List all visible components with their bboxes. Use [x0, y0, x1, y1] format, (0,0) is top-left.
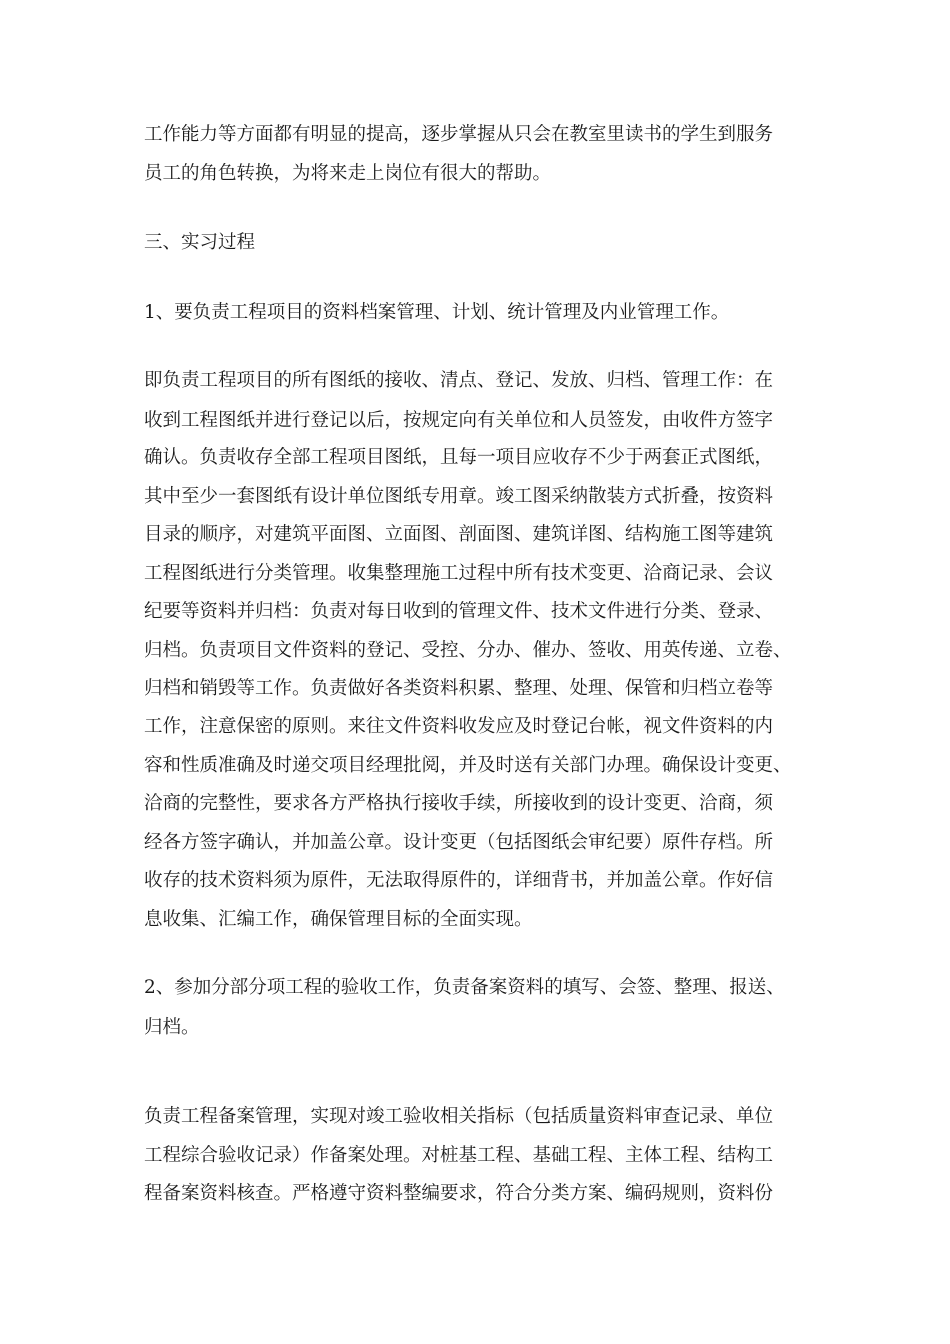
para-item-1-line-2: 收到工程图纸并进行登记以后，按规定向有关单位和人员签发，由收件方签字	[144, 410, 774, 431]
para-item-1-line-10: 工作，注意保密的原则。来往文件资料收发应及时登记台帐，视文件资料的内	[144, 716, 774, 737]
para-item-1-line-11: 容和性质准确及时递交项目经理批阅，并及时送有关部门办理。确保设计变更、	[144, 755, 792, 776]
para-item-1-line-1: 即负责工程项目的所有图纸的接收、清点、登记、发放、归档、管理工作：在	[144, 370, 774, 391]
item-1-heading: 1、要负责工程项目的资料档案管理、计划、统计管理及内业管理工作。	[144, 302, 730, 323]
para-item-2-line-1: 负责工程备案管理，实现对竣工验收相关指标（包括质量资料审查记录、单位	[144, 1106, 774, 1127]
section-heading-internship-process: 三、实习过程	[144, 232, 256, 253]
para-item-1-line-15: 息收集、汇编工作，确保管理目标的全面实现。	[144, 909, 533, 930]
para-item-2-line-2: 工程综合验收记录）作备案处理。对桩基工程、基础工程、主体工程、结构工	[144, 1145, 774, 1166]
para-item-1-line-3: 确认。负责收存全部工程项目图纸，且每一项目应收存不少于两套正式图纸，	[144, 447, 774, 468]
para-item-1-line-9: 归档和销毁等工作。负责做好各类资料积累、整理、处理、保管和归档立卷等	[144, 678, 774, 699]
para-intro-line-2: 员工的角色转换，为将来走上岗位有很大的帮助。	[144, 163, 552, 184]
para-item-2-line-3: 程备案资料核查。严格遵守资料整编要求，符合分类方案、编码规则，资料份	[144, 1183, 774, 1204]
item-2-heading-line-2: 归档。	[144, 1017, 200, 1038]
para-item-1-line-6: 工程图纸进行分类管理。收集整理施工过程中所有技术变更、洽商记录、会议	[144, 563, 774, 584]
para-item-1-line-5: 目录的顺序，对建筑平面图、立面图、剖面图、建筑详图、结构施工图等建筑	[144, 524, 774, 545]
para-item-1-line-14: 收存的技术资料须为原件，无法取得原件的，详细背书，并加盖公章。作好信	[144, 870, 774, 891]
para-item-1-line-8: 归档。负责项目文件资料的登记、受控、分办、催办、签收、用英传递、立卷、	[144, 640, 792, 661]
para-intro-line-1: 工作能力等方面都有明显的提高，逐步掌握从只会在教室里读书的学生到服务	[144, 124, 774, 145]
para-item-1-line-12: 洽商的完整性，要求各方严格执行接收手续，所接收到的设计变更、洽商，须	[144, 793, 774, 814]
para-item-1-line-4: 其中至少一套图纸有设计单位图纸专用章。竣工图采纳散装方式折叠，按资料	[144, 486, 774, 507]
para-item-1-line-7: 纪要等资料并归档：负责对每日收到的管理文件、技术文件进行分类、登录、	[144, 601, 774, 622]
para-item-1-line-13: 经各方签字确认，并加盖公章。设计变更（包括图纸会审纪要）原件存档。所	[144, 832, 774, 853]
item-2-heading-line-1: 2、参加分部分项工程的验收工作，负责备案资料的填写、会签、整理、报送、	[144, 977, 785, 998]
